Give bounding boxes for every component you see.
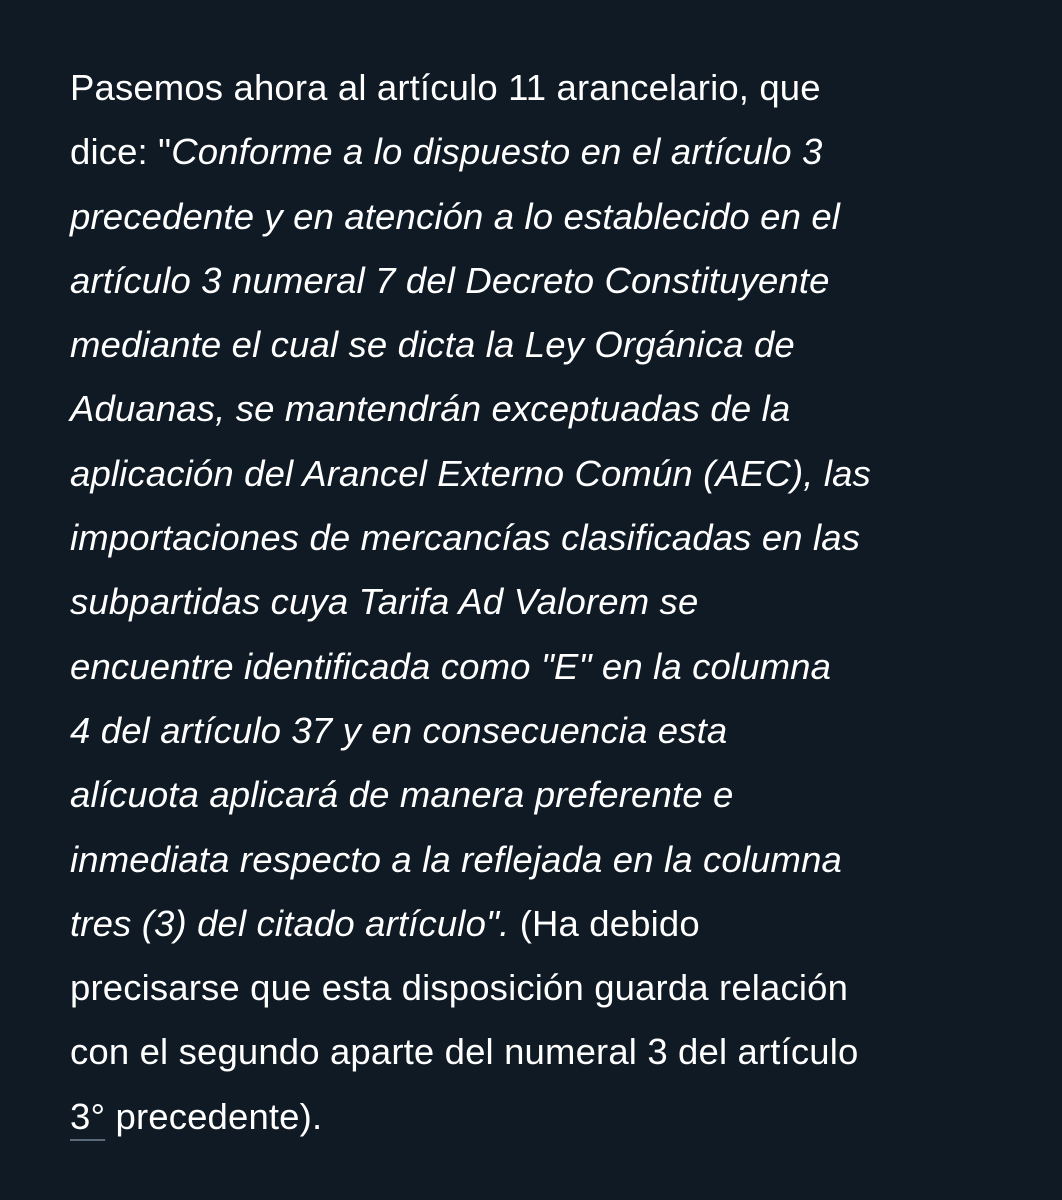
- paragraph-line: [70, 956, 1002, 1020]
- paragraph-line: [70, 892, 1002, 956]
- paragraph-line: [70, 56, 1002, 120]
- paragraph: [70, 56, 1002, 1085]
- paragraph-line: [70, 313, 1002, 377]
- paragraph-line: [70, 763, 1002, 827]
- paragraph-line: [70, 635, 1002, 699]
- paragraph-text-segment: (Ha debido: [519, 902, 700, 944]
- quoted-text-segment: mediante el cual se dicta la Ley Orgánica de: [70, 324, 795, 366]
- paragraph-text-segment: Pasemos ahora al artículo 11 arancelario, que: [70, 67, 821, 108]
- paragraph-line: [70, 506, 1002, 570]
- quoted-text-segment: precedente y en atención a lo establecido en el: [70, 195, 841, 237]
- paragraph-line: [70, 828, 1002, 892]
- quoted-text-segment: tres (3) del citado artículo".: [70, 902, 520, 944]
- paragraph-line: [70, 699, 1002, 763]
- quoted-text-segment: encuentre identificada como "E" en la columna: [70, 645, 832, 687]
- quoted-text-segment: inmediata respecto a la reflejada en la columna: [70, 838, 842, 880]
- quoted-text-segment: 4 del artículo 37 y en consecuencia esta: [70, 709, 728, 751]
- paragraph-line: [70, 570, 1002, 634]
- paragraph-text-segment: precisarse que esta disposición guarda relación: [70, 967, 849, 1009]
- quoted-text-segment: alícuota aplicará de manera preferente e: [70, 774, 734, 816]
- paragraph-line: [70, 120, 1002, 184]
- paragraph-text-segment: precedente).: [105, 1095, 323, 1137]
- quoted-text-segment: subpartidas cuya Tarifa Ad Valorem se: [70, 581, 699, 623]
- paragraph-line: [70, 185, 1002, 249]
- paragraph-line: [70, 249, 1002, 313]
- paragraph-text-segment: con el segundo aparte del numeral 3 del artículo: [70, 1031, 859, 1073]
- paragraph-line: [70, 442, 1002, 506]
- paragraph-line: [70, 1085, 1002, 1149]
- article-link[interactable]: 3°: [70, 1095, 106, 1137]
- paragraph-text-segment: dice: ": [70, 131, 172, 173]
- paragraph-line: [70, 1020, 1002, 1084]
- paragraph-line: [70, 377, 1002, 441]
- quoted-text-segment: aplicación del Arancel Externo Común (AEC), las: [70, 452, 871, 494]
- quoted-text-segment: Aduanas, se mantendrán exceptuadas de la: [70, 388, 791, 430]
- quoted-text-segment: artículo 3 numeral 7 del Decreto Constituyente: [70, 259, 830, 301]
- quoted-text-segment: importaciones de mercancías clasificadas en las: [70, 517, 861, 559]
- quoted-text-segment: Conforme a lo dispuesto en el artículo 3: [171, 131, 823, 173]
